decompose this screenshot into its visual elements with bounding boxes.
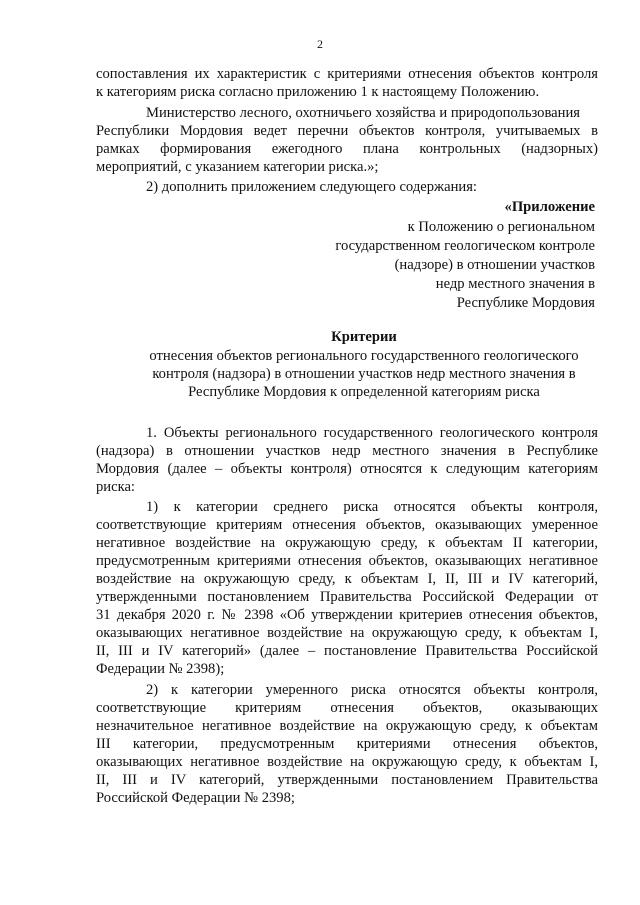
appendix-line: (надзоре) в отношении участков [394,257,595,273]
text-line: мероприятий, с указанием категории риска.»; [96,159,379,175]
appendix-title: «Приложение [504,199,595,215]
appendix-line: к Положению о региональном [407,219,595,235]
text-line: оказывающих негативное воздействие на окружающую среду, к объектам I, [96,754,598,770]
text-line: соответствующие критериям отнесения объектов, оказывающих [96,700,598,716]
text-line: рамках формирования ежегодного плана контрольных (надзорных) [96,141,598,157]
text-line: риска: [96,479,135,495]
text-line: воздействие на окружающую среду, к объектам I, II, III и IV категорий, [96,571,598,587]
text-line: III категории, предусмотренным критериями отнесения объектов, [96,736,598,752]
text-line: Российской Федерации № 2398; [96,790,295,806]
text-line: 1) к категории среднего риска относятся объекты контроля, [146,499,598,515]
text-line: 2) дополнить приложением следующего содержания: [146,179,477,195]
text-line: к категориям риска согласно приложению 1 к настоящему Положению. [96,84,540,100]
page-number: 2 [317,37,323,51]
text-line: 1. Объекты регионального государственного геологического контроля [146,425,598,441]
text-line: предусмотренным критериями отнесения объектов, оказывающих негативное [96,553,598,569]
text-line: оказывающих негативное воздействие на окружающую среду, к объектам I, [96,625,598,641]
appendix-line: Республике Мордовия [456,295,595,311]
text-line: Мордовия (далее – объекты контроля) относятся к следующим категориям [96,461,598,477]
criteria-subtitle-line: отнесения объектов регионального государственного геологического [149,348,579,364]
text-line: (надзора) в отношении участков недр местного значения в Республике [96,443,598,459]
criteria-title: Критерии [331,329,397,345]
text-line: II, III и IV категорий» (далее – постановление Правительства Российской [96,643,598,659]
text-line: Республики Мордовия ведет перечни объектов контроля, учитываемых в [96,123,598,139]
text-line: незначительное негативное воздействие на окружающую среду, к объектам [96,718,598,734]
text-line: соответствующие критериям отнесения объектов, оказывающих умеренное [96,517,598,533]
text-line: утвержденными постановлением Правительства Российской Федерации от [96,589,598,605]
text-line: 2) к категории умеренного риска относятся объекты контроля, [146,682,598,698]
text-line: Министерство лесного, охотничьего хозяйства и природопользования [146,105,580,121]
text-line: II, III и IV категорий, утвержденными постановлением Правительства [96,772,598,788]
criteria-subtitle-line: контроля (надзора) в отношении участков недр местного значения в [152,366,576,382]
text-line: Федерации № 2398); [96,661,225,677]
text-line: сопоставления их характеристик с критериями отнесения объектов контроля [96,66,598,82]
text-line: 31 декабря 2020 г. № 2398 «Об утверждении критериев отнесения объектов, [96,607,598,623]
appendix-line: недр местного значения в [435,276,595,292]
text-line: негативное воздействие на окружающую среду, к объектам II категории, [96,535,598,551]
criteria-subtitle-line: Республике Мордовия к определенной категориям риска [188,384,540,400]
appendix-line: государственном геологическом контроле [335,238,595,254]
